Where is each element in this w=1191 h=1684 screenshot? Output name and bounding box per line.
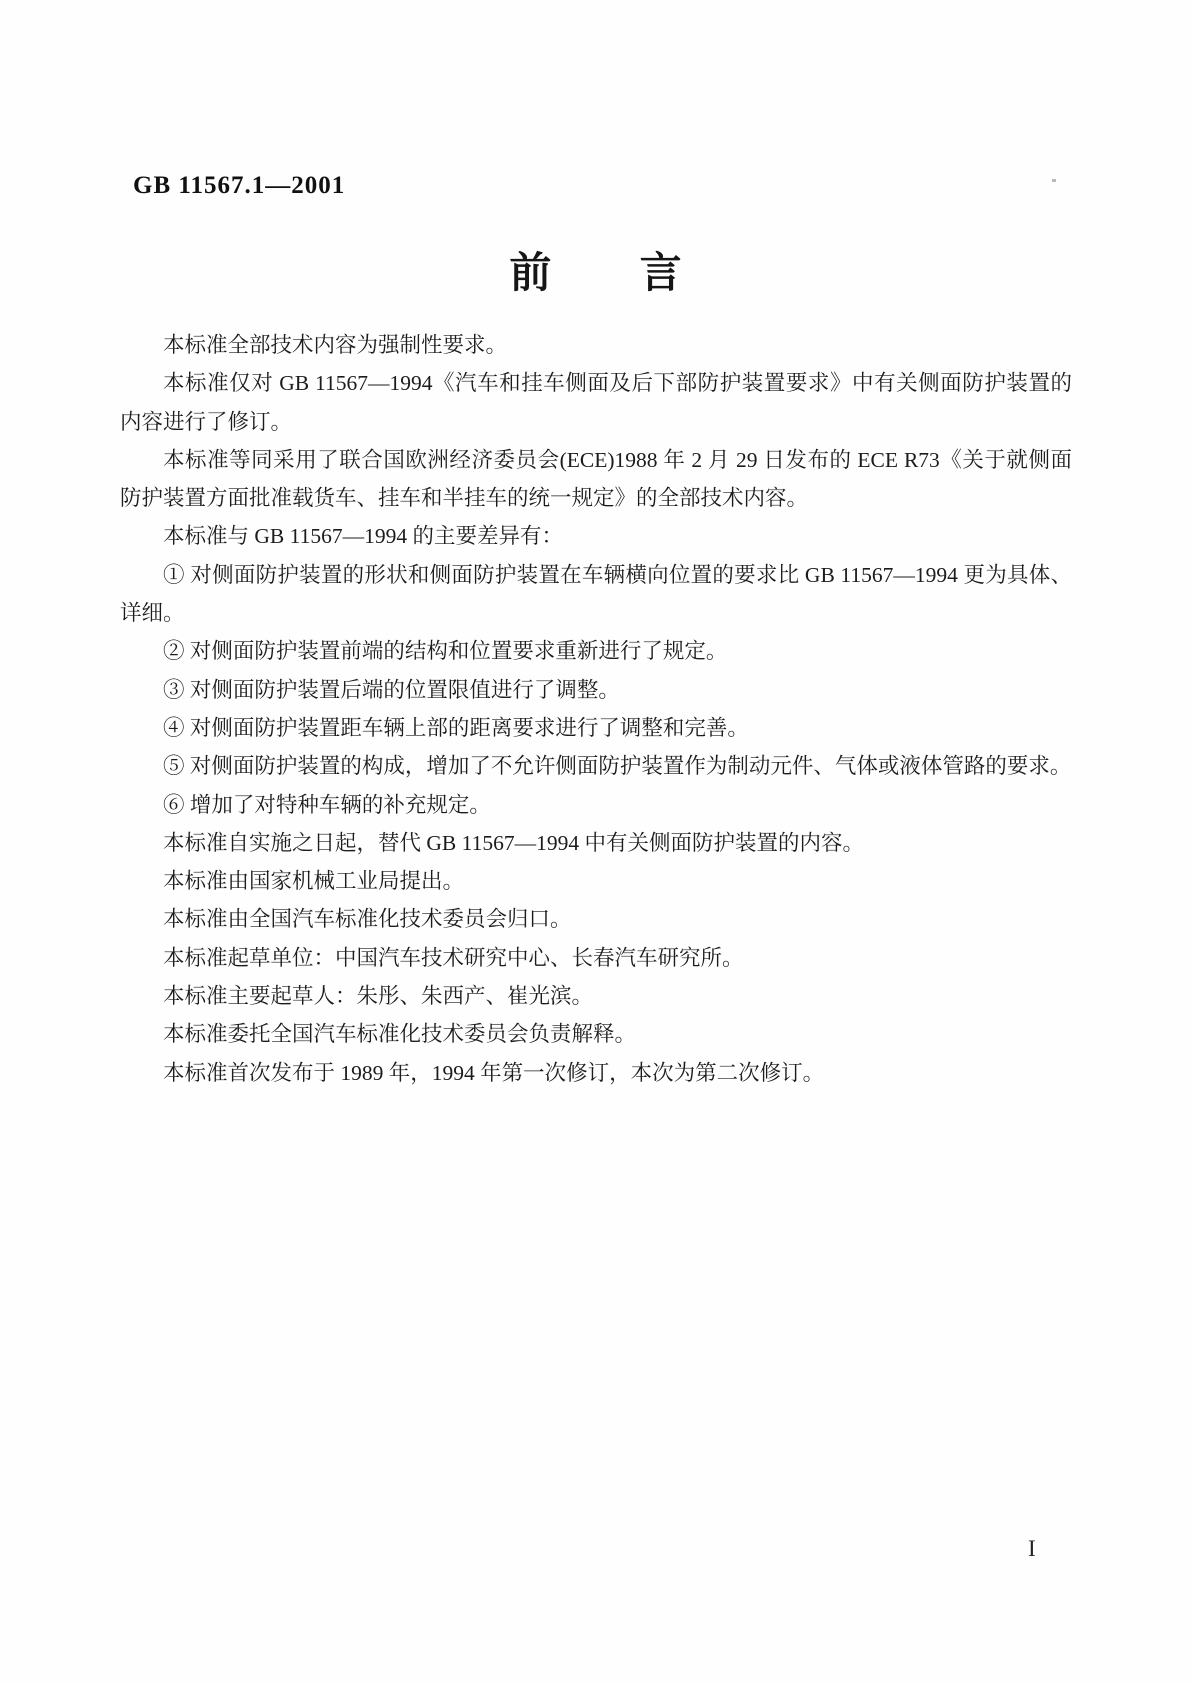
page-number: I [1028,1536,1036,1561]
page-title: 前言 [509,251,770,297]
paragraph: 本标准起草单位：中国汽车技术研究中心、长春汽车研究所。 [163,945,744,970]
paragraph-list-item: ① 对侧面防护装置的形状和侧面防护装置在车辆横向位置的要求比 GB 11567—1994 更为具体、详细。 [120,562,1072,626]
paragraph: 本标准自实施之日起，替代 GB 11567—1994 中有关侧面防护装置的内容。 [163,830,864,855]
paragraph: 本标准与 GB 11567—1994 的主要差异有： [163,524,563,549]
paragraph-list-item: ⑤ 对侧面防护装置的构成，增加了不允许侧面防护装置作为制动元件、气体或液体管路的要求。 [163,754,1072,779]
foreword-body [120,326,1072,1092]
paragraph: 本标准全部技术内容为强制性要求。 [163,333,508,357]
paragraph: 本标准等同采用了联合国欧洲经济委员会(ECE)1988 年 2 月 29 日发布的 ECE R73《关于就侧面防护装置方面批准载货车、挂车和半挂车的统一规定》的全部技术内容。 [120,447,1072,511]
paragraph-list-item: ⑥ 增加了对特种车辆的补充规定。 [163,792,491,817]
paragraph: 本标准主要起草人：朱彤、朱西产、崔光滨。 [163,984,594,1009]
paragraph: 本标准委托全国汽车标准化技术委员会负责解释。 [163,1022,637,1047]
paragraph: 本标准仅对 GB 11567—1994《汽车和挂车侧面及后下部防护装置要求》中有关侧面防护装置的内容进行了修订。 [120,371,1072,434]
scan-speck [1052,179,1056,182]
paragraph: 本标准由全国汽车标准化技术委员会归口。 [163,907,572,932]
paragraph-list-item: ③ 对侧面防护装置后端的位置限值进行了调整。 [163,677,620,702]
paragraph: 本标准首次发布于 1989 年，1994 年第一次修订，本次为第二次修订。 [163,1060,825,1085]
paragraph-list-item: ② 对侧面防护装置前端的结构和位置要求重新进行了规定。 [163,639,728,664]
paragraph: 本标准由国家机械工业局提出。 [163,869,465,894]
paragraph-list-item: ④ 对侧面防护装置距车辆上部的距离要求进行了调整和完善。 [163,715,749,740]
standard-number: GB 11567.1—2001 [133,172,346,199]
